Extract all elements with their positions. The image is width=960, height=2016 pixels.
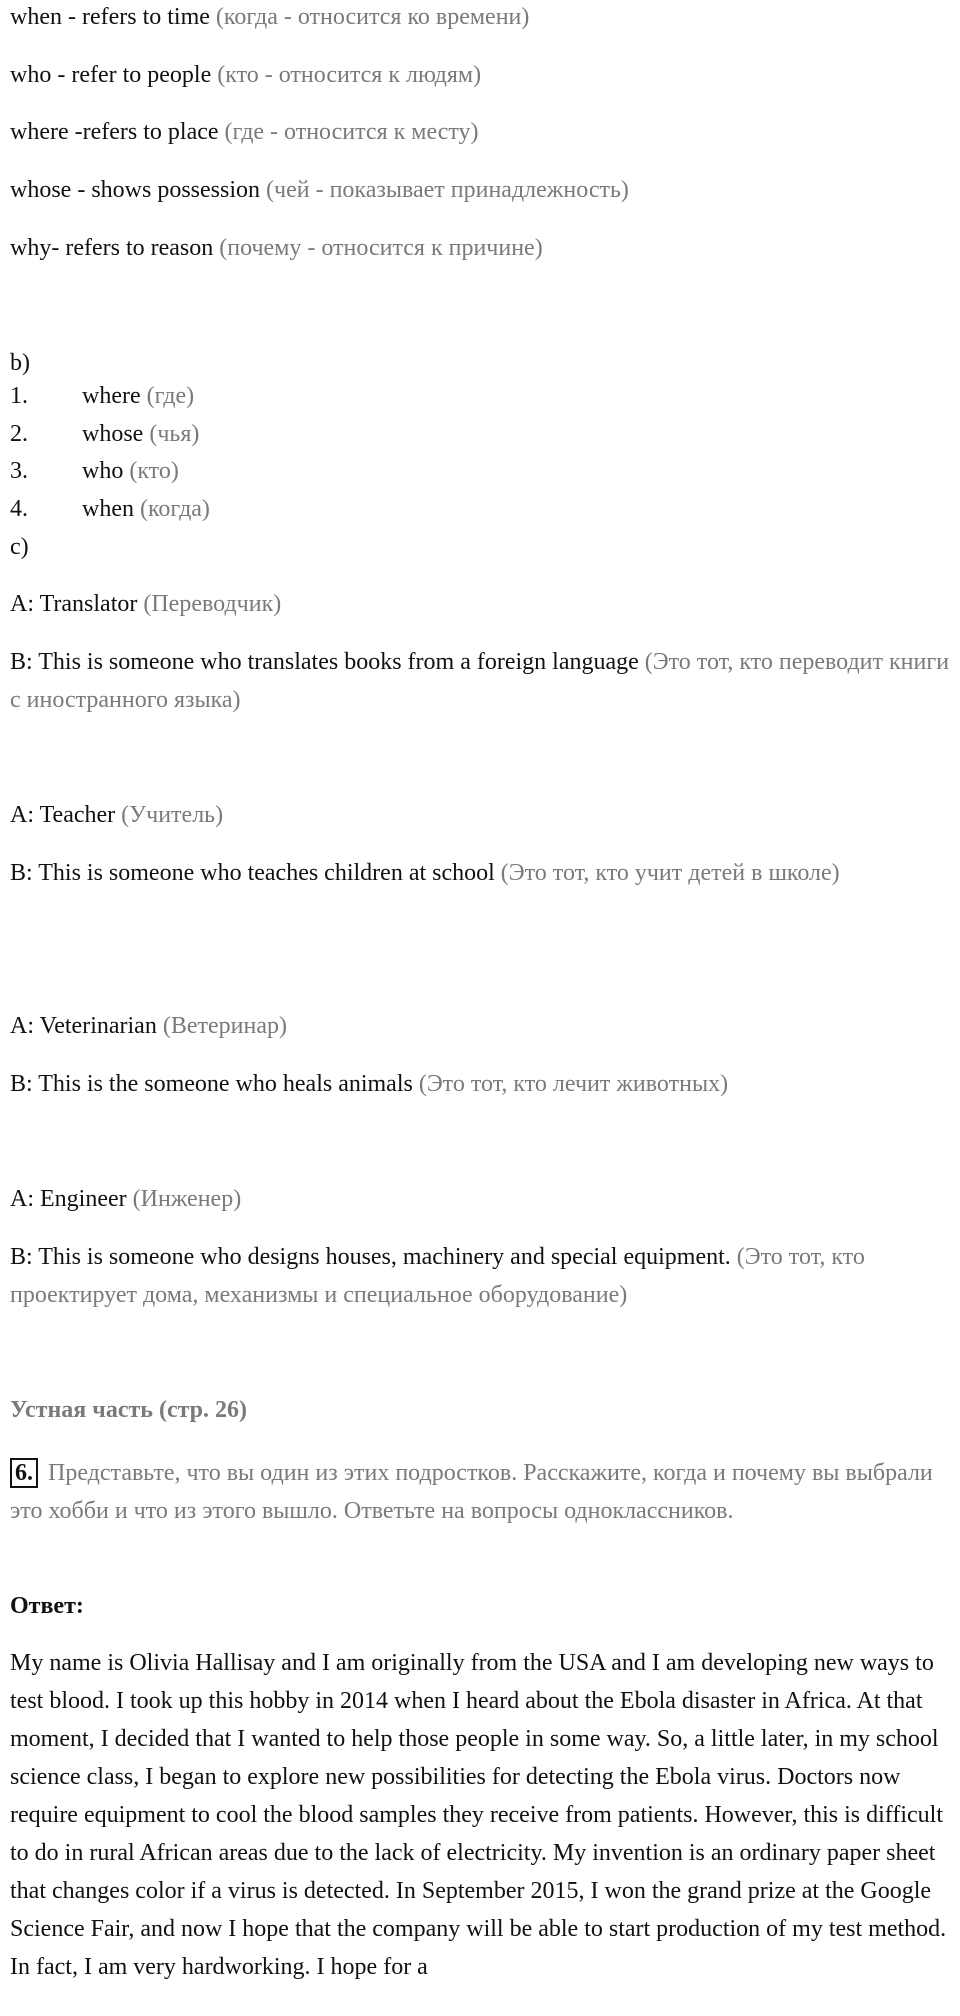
dialogue-a-line (10, 1007, 287, 1045)
definition-ru: (чей - показывает принадлежность) (266, 177, 629, 203)
dialogue-a-line (10, 585, 281, 623)
list-item (10, 415, 199, 453)
definition-en: whose - shows possession (10, 177, 261, 203)
dialogue-b-ru: (Это тот, кто учит детей в школе) (500, 860, 840, 886)
dialogue-a-ru: (Ветеринар) (162, 1013, 287, 1039)
definition-line (10, 171, 629, 209)
list-item-en: whose (82, 421, 144, 447)
definition-ru: (почему - относится к причине) (219, 235, 543, 261)
section-heading: Устная часть (стр. 26) (10, 1397, 248, 1423)
list-item-ru: (где) (146, 383, 195, 409)
definition-ru: (где - относится к месту) (224, 119, 479, 145)
part-b-label: b) (10, 350, 30, 376)
list-number: 3. (10, 458, 28, 484)
definition-en: who - refer to people (10, 62, 212, 88)
dialogue-a-ru: (Учитель) (121, 802, 224, 828)
definition-line (10, 113, 479, 151)
list-item (10, 490, 210, 528)
dialogue-a-line (10, 796, 223, 834)
definition-line (10, 229, 543, 267)
dialogue-b-ru: (Это тот, кто проектирует дома, механизмы и специальное оборудование) (10, 1244, 865, 1308)
list-item-ru: (чья) (149, 421, 200, 447)
dialogue-b-line (10, 1065, 728, 1103)
dialogue-b-en: B: This is someone who designs houses, machinery and special equipment. (10, 1244, 731, 1270)
dialogue-a-ru: (Переводчик) (143, 591, 282, 617)
definition-ru: (когда - относится ко времени) (215, 4, 530, 30)
dialogue-b-en: B: This is someone who teaches children at school (10, 860, 495, 886)
dialogue-b-line (10, 854, 954, 892)
definition-ru: (кто - относится к людям) (217, 62, 482, 88)
definition-line (10, 56, 481, 94)
dialogue-a-ru: (Инженер) (132, 1186, 242, 1212)
definition-en: when - refers to time (10, 4, 210, 30)
list-item-ru: (кто) (129, 458, 179, 484)
list-number: 2. (10, 421, 28, 447)
dialogue-b-ru: (Это тот, кто переводит книги с иностранного языка) (10, 649, 950, 713)
dialogue-a-en: A: Translator (10, 591, 138, 617)
answer-text: My name is Olivia Hallisay and I am originally from the USA and I am developing new ways to test blood. I took up this hobby in 2014 when I heard about the Ebola disaster in Africa. At that moment, I decided that I wanted to help those people in some way. So, a little later, in my school science class, I began to explore new possibilities for detecting the Ebola virus. Doctors now require equipment to cool the blood samples they receive from patients. However, this is difficult to do in rural African areas due to the lack of electricity. My invention is an ordinary paper sheet that changes color if a virus is detected. In September 2015, I won the grand prize at the Google Science Fair, and now I hope that the company will be able to start production of my test method. In fact, I am very hardworking. I hope for a (10, 1650, 947, 1980)
dialogue-a-en: A: Teacher (10, 802, 116, 828)
list-item (10, 452, 179, 490)
list-item-en: where (82, 383, 141, 409)
dialogue-b-en: B: This is the someone who heals animals (10, 1071, 413, 1097)
definition-en: where -refers to place (10, 119, 219, 145)
task-text: Представьте, что вы один из этих подростков. Расскажите, когда и почему вы выбрали это хобби и что из этого вышло. Ответьте на вопросы одноклассников. (10, 1460, 933, 1524)
list-item-en: when (82, 496, 134, 522)
list-item (10, 377, 194, 415)
definition-line (10, 0, 529, 36)
list-item-ru: (когда) (139, 496, 210, 522)
dialogue-b-ru: (Это тот, кто лечит животных) (418, 1071, 729, 1097)
list-number: 4. (10, 496, 28, 522)
dialogue-b-line (10, 643, 954, 719)
dialogue-b-line (10, 1238, 954, 1314)
list-item-en: who (82, 458, 124, 484)
dialogue-a-en: A: Engineer (10, 1186, 127, 1212)
part-c-label: c) (10, 534, 29, 560)
dialogue-b-en: B: This is someone who translates books from a foreign language (10, 649, 639, 675)
list-number: 1. (10, 383, 28, 409)
dialogue-a-line (10, 1180, 241, 1218)
task-prompt (10, 1454, 954, 1530)
definition-en: why- refers to reason (10, 235, 214, 261)
task-number-badge: 6. (10, 1458, 38, 1488)
answer-label: Ответ: (10, 1593, 84, 1619)
dialogue-a-en: A: Veterinarian (10, 1013, 157, 1039)
